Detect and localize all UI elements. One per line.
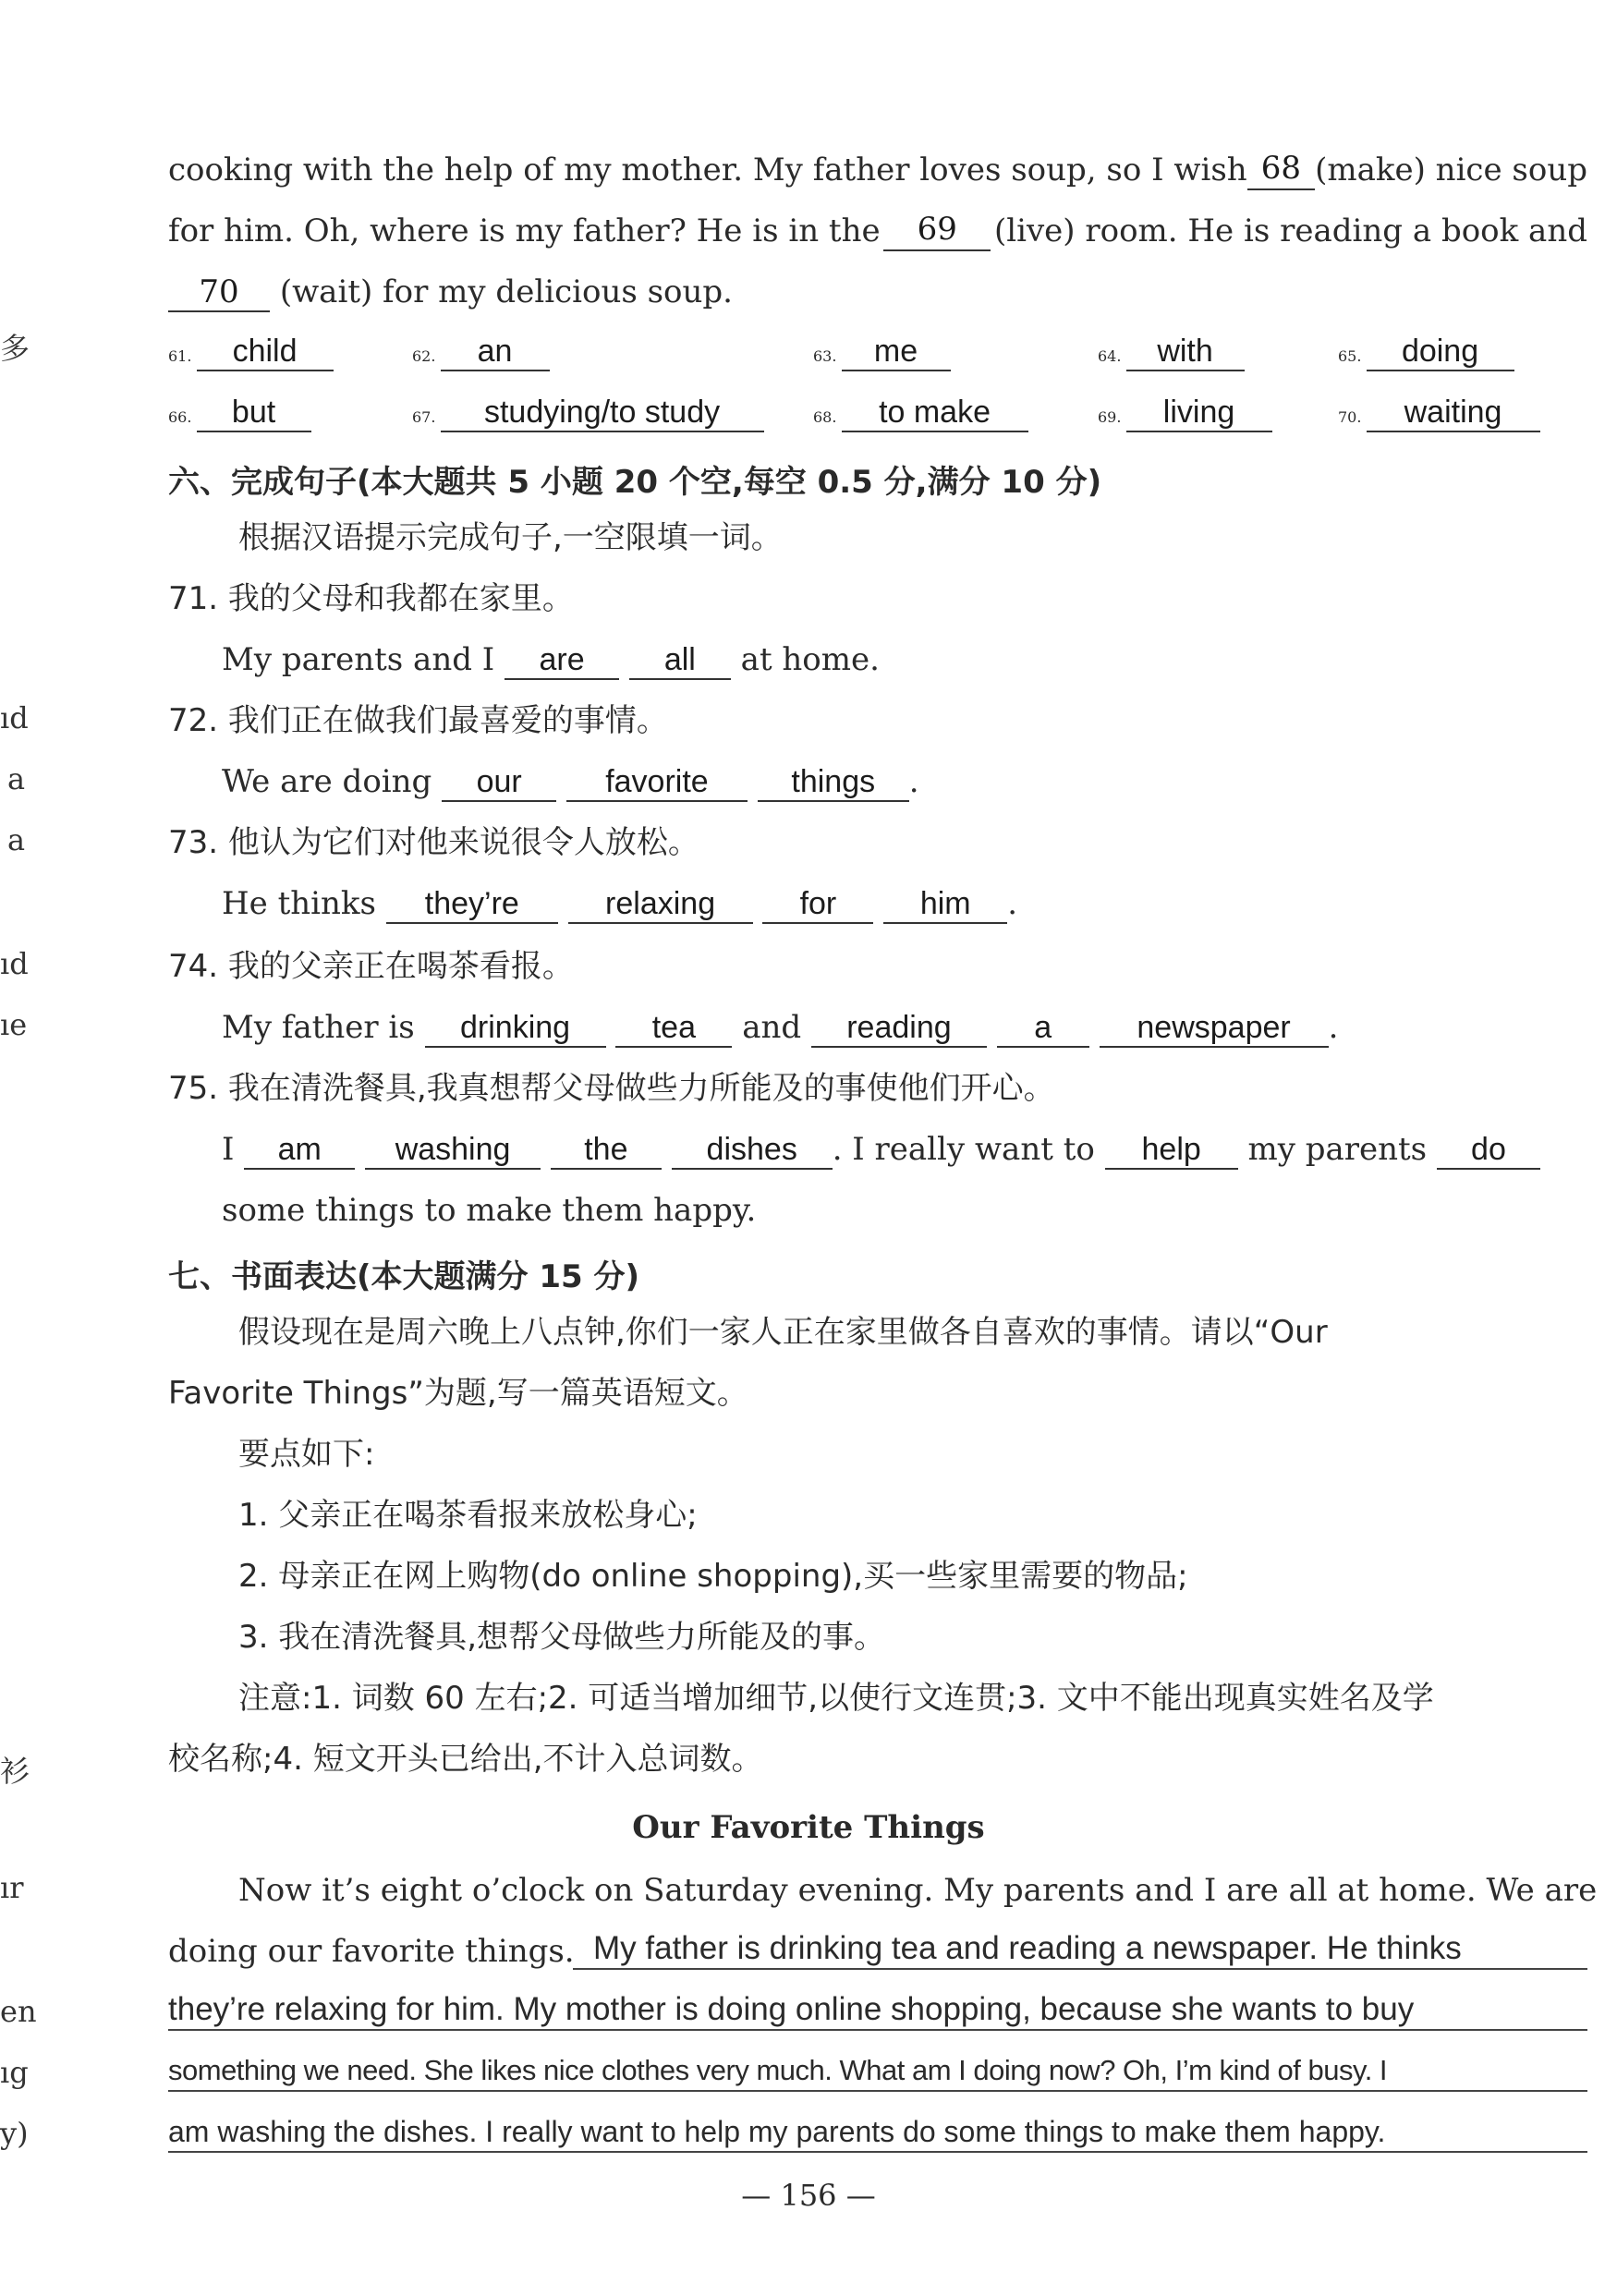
q75-blank: help — [1105, 1131, 1238, 1170]
passage-line-1 — [168, 150, 1587, 190]
left-edge-fragment: 多 — [0, 331, 30, 366]
blank-69: 69 — [883, 211, 991, 251]
passage-text: cooking with the help of my mother. My father loves soup, so I wish — [168, 152, 1247, 188]
point-1: 1. 父亲正在喝茶看报来放松身心; — [238, 1497, 698, 1534]
answer-63: 63. me — [813, 333, 951, 371]
left-edge-fragment: a — [7, 761, 26, 796]
left-edge-fragment: ır — [0, 1870, 24, 1905]
answer-value: doing — [1367, 333, 1514, 371]
essay-handwritten-line-4: something we need. She likes nice clothes very much. What am I doing now? Oh, I’m kind of busy. I — [168, 2051, 1587, 2092]
q74-blank: tea — [615, 1009, 732, 1048]
answer-67: 67. studying/to study — [412, 394, 764, 432]
essay-title: Our Favorite Things — [632, 1809, 985, 1846]
passage-text: (make) nice soup — [1315, 152, 1587, 188]
q71-blank: are — [505, 641, 619, 680]
q75-blank: the — [551, 1131, 662, 1170]
answer-70: 70. waiting — [1338, 394, 1540, 432]
answer-61: 61. child — [168, 333, 334, 371]
answer-value: but — [197, 394, 311, 432]
answer-value: me — [842, 333, 951, 371]
q71-blank: all — [629, 641, 731, 680]
q73-blank: for — [762, 885, 873, 924]
passage-text: (live) room. He is reading a book and — [993, 213, 1587, 249]
essay-handwritten-line-5: am washing the dishes. I really want to help my parents do some things to make them happy. — [168, 2112, 1587, 2153]
left-edge-fragment: ıg — [0, 2055, 29, 2090]
answer-66: 66. but — [168, 394, 311, 432]
passage-line-3 — [168, 272, 733, 312]
q74-blank: reading — [811, 1009, 987, 1048]
point-3: 3. 我在清洗餐具,想帮父母做些力所能及的事。 — [238, 1619, 886, 1656]
blank-70: 70 — [168, 273, 270, 312]
answer-value: waiting — [1367, 394, 1540, 432]
q73-blank: relaxing — [568, 885, 753, 924]
answer-value: living — [1126, 394, 1272, 432]
q75-prompt: 75. 我在清洗餐具,我真想帮父母做些力所能及的事使他们开心。 — [168, 1070, 1055, 1107]
passage-text: (wait) for my delicious soup. — [279, 273, 733, 310]
left-edge-fragment: 衫 — [0, 1754, 30, 1789]
q72-prompt: 72. 我们正在做我们最喜爱的事情。 — [168, 702, 668, 739]
section-6-instruction: 根据汉语提示完成句子,一空限填一词。 — [238, 519, 783, 556]
left-edge-fragment: y) — [0, 2116, 29, 2151]
answer-65: 65. doing — [1338, 333, 1514, 371]
q73-answer-line: He thinks they’re relaxing for him . — [222, 885, 1018, 922]
answer-68: 68. to make — [813, 394, 1028, 432]
q74-blank: a — [997, 1009, 1089, 1048]
q74-answer-line: My father is drinking tea and reading a newspaper . — [222, 1009, 1339, 1046]
q73-prompt: 73. 他认为它们对他来说很令人放松。 — [168, 824, 699, 861]
answer-64: 64. with — [1098, 333, 1245, 371]
answer-62: 62. an — [412, 333, 550, 371]
points-label: 要点如下: — [238, 1436, 375, 1473]
essay-handwritten-line-3: they’re relaxing for him. My mother is doing online shopping, because she wants to buy — [168, 1990, 1587, 2031]
q74-blank: drinking — [425, 1009, 606, 1048]
q75-answer-line: I am washing the dishes . I really want to help my parents do — [222, 1129, 1540, 1170]
section-7-heading: 七、书面表达(本大题满分 15 分) — [168, 1258, 640, 1295]
passage-line-2 — [168, 211, 1587, 251]
q75-continuation: some things to make them happy. — [222, 1192, 757, 1229]
passage-text: for him. Oh, where is my father? He is in the — [168, 213, 881, 249]
left-edge-fragment: en — [0, 1994, 37, 2029]
note-line-2: 校名称;4. 短文开头已给出,不计入总词数。 — [168, 1741, 763, 1778]
essay-handwritten-line-2: My father is drinking tea and reading a newspaper. He thinks — [573, 1929, 1587, 1970]
answer-69: 69. living — [1098, 394, 1272, 432]
q73-blank: they’re — [386, 885, 558, 924]
answer-value: an — [441, 333, 550, 371]
answer-value: to make — [842, 394, 1028, 432]
q72-blank: our — [442, 763, 556, 802]
q73-blank: him — [883, 885, 1007, 924]
section-6-heading: 六、完成句子(本大题共 5 小题 20 个空,每空 0.5 分,满分 10 分) — [168, 464, 1102, 501]
left-edge-fragment: ıd — [0, 946, 29, 981]
q75-blank: am — [244, 1131, 355, 1170]
q75-blank: do — [1437, 1131, 1540, 1170]
answer-value: studying/to study — [441, 394, 764, 432]
writing-prompt-line-2: Favorite Things”为题,写一篇英语短文。 — [168, 1375, 748, 1412]
q75-blank: washing — [365, 1131, 541, 1170]
essay-line-1: Now it’s eight o’clock on Saturday evening. My parents and I are all at home. We are — [238, 1872, 1598, 1909]
point-2: 2. 母亲正在网上购物(do online shopping),买一些家里需要的物品; — [238, 1558, 1188, 1595]
writing-prompt-line-1: 假设现在是周六晚上八点钟,你们一家人正在家里做各自喜欢的事情。请以“Our — [238, 1314, 1328, 1351]
q72-answer-line: We are doing our favorite things . — [222, 763, 919, 800]
q72-blank: things — [758, 763, 909, 802]
left-edge-fragment: a — [7, 822, 26, 857]
essay-line-2: doing our favorite things. — [168, 1933, 575, 1970]
q74-blank: newspaper — [1100, 1009, 1329, 1048]
q74-prompt: 74. 我的父亲正在喝茶看报。 — [168, 948, 574, 985]
q71-answer-line: My parents and I are all at home. — [222, 641, 880, 678]
q75-blank: dishes — [672, 1131, 833, 1170]
answer-value: with — [1126, 333, 1245, 371]
left-edge-fragment: ıd — [0, 700, 29, 735]
blank-68: 68 — [1247, 150, 1315, 190]
note-line-1: 注意:1. 词数 60 左右;2. 可适当增加细节,以使行文连贯;3. 文中不能出现真实姓名及学 — [238, 1680, 1434, 1717]
q72-blank: favorite — [566, 763, 748, 802]
answer-value: child — [197, 333, 334, 371]
left-edge-fragment: ıe — [0, 1007, 28, 1042]
page-number: — 156 — — [741, 2178, 876, 2213]
q71-prompt: 71. 我的父母和我都在家里。 — [168, 580, 574, 617]
